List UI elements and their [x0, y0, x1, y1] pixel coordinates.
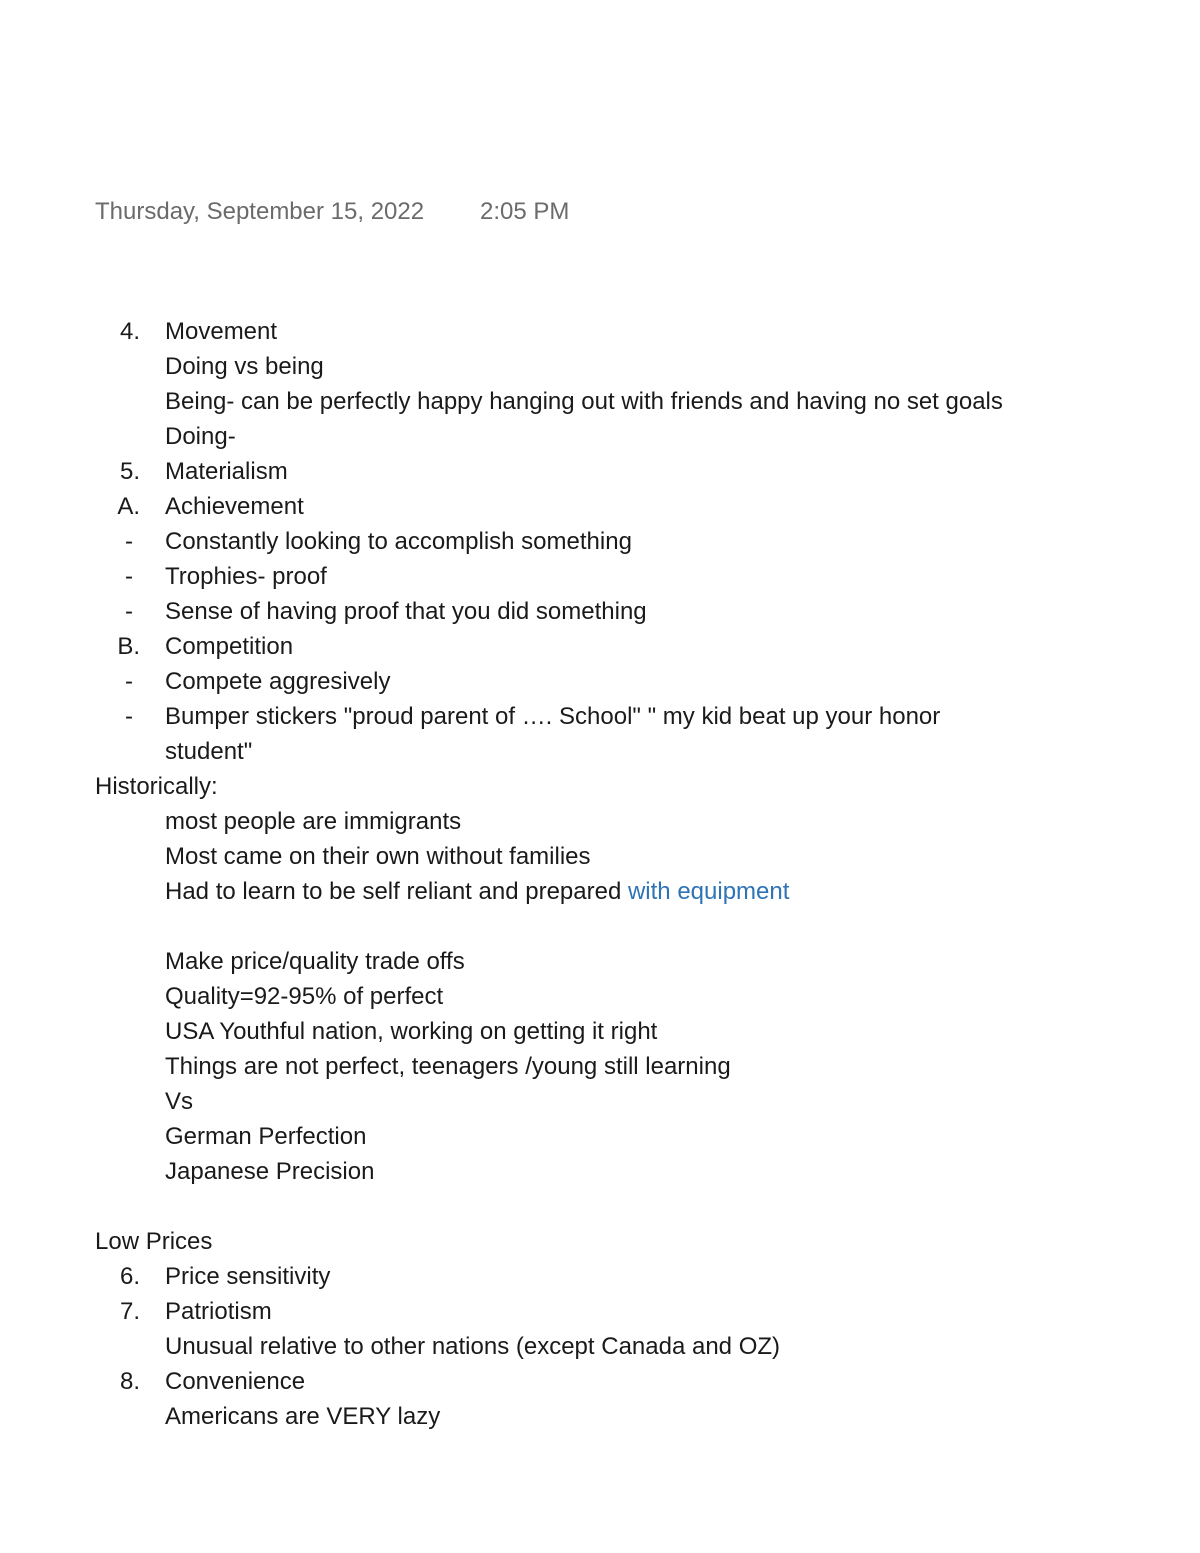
list-item-text: Movement [165, 318, 278, 345]
list-item-text: Doing vs being [165, 353, 324, 380]
list-marker: A. [117, 493, 140, 520]
bullet-dash: - [125, 563, 133, 590]
bullet-dash: - [125, 668, 133, 695]
section-heading-text: Historically: [95, 773, 218, 800]
list-marker: 4. [119, 318, 140, 345]
list-item-text: Compete aggresively [165, 668, 391, 695]
list-item-text: Doing- [165, 423, 236, 450]
list-item-text: Unusual relative to other nations (except Canada and OZ) [165, 1333, 781, 1360]
list-marker: 5. [119, 458, 140, 485]
list-marker: 7. [119, 1298, 140, 1325]
list-item-text: Being- can be perfectly happy hanging out with friends and having no set goals [165, 388, 1003, 415]
list-item-text: student" [165, 738, 253, 765]
list-item-text: Achievement [165, 493, 304, 520]
list-item-text: Vs [165, 1088, 194, 1115]
bullet-dash: - [125, 703, 133, 730]
note-date: Thursday, September 15, 2022 [95, 198, 425, 225]
list-item-text: Competition [165, 633, 294, 660]
note-time: 2:05 PM [480, 198, 570, 225]
list-marker: B. [117, 633, 140, 660]
list-item-text: Trophies- proof [165, 563, 327, 590]
list-item-text: Constantly looking to accomplish something [165, 528, 632, 555]
list-item-text: Sense of having proof that you did something [165, 598, 647, 625]
bullet-dash: - [125, 598, 133, 625]
list-item-text: Bumper stickers "proud parent of …. School" " my kid beat up your honor [165, 703, 941, 730]
list-item-text: Materialism [165, 458, 288, 485]
list-item-text: Things are not perfect, teenagers /young still learning [165, 1053, 731, 1080]
list-item-text: Make price/quality trade offs [165, 948, 465, 975]
list-item-text: Japanese Precision [165, 1158, 375, 1185]
list-marker: 6. [119, 1263, 140, 1290]
list-item-text: Americans are VERY lazy [165, 1403, 441, 1430]
list-item-text [165, 874, 789, 909]
list-marker: 8. [119, 1368, 140, 1395]
note-timestamp [95, 198, 570, 226]
list-item-text: German Perfection [165, 1123, 367, 1150]
section-heading-text: Low Prices [95, 1228, 213, 1255]
highlighted-text: with equipment [627, 878, 790, 905]
list-item-text: Quality=92-95% of perfect [165, 983, 444, 1010]
bullet-dash: - [125, 528, 133, 555]
list-item-text-main: Had to learn to be self reliant and prepared [165, 878, 628, 905]
list-item-text: Convenience [165, 1368, 306, 1395]
list-item-text: USA Youthful nation, working on getting it right [165, 1018, 658, 1045]
list-item-text: Most came on their own without families [165, 843, 591, 870]
list-item-text: Price sensitivity [165, 1263, 331, 1290]
list-item-text: Patriotism [165, 1298, 272, 1325]
list-item-text: most people are immigrants [165, 808, 462, 835]
